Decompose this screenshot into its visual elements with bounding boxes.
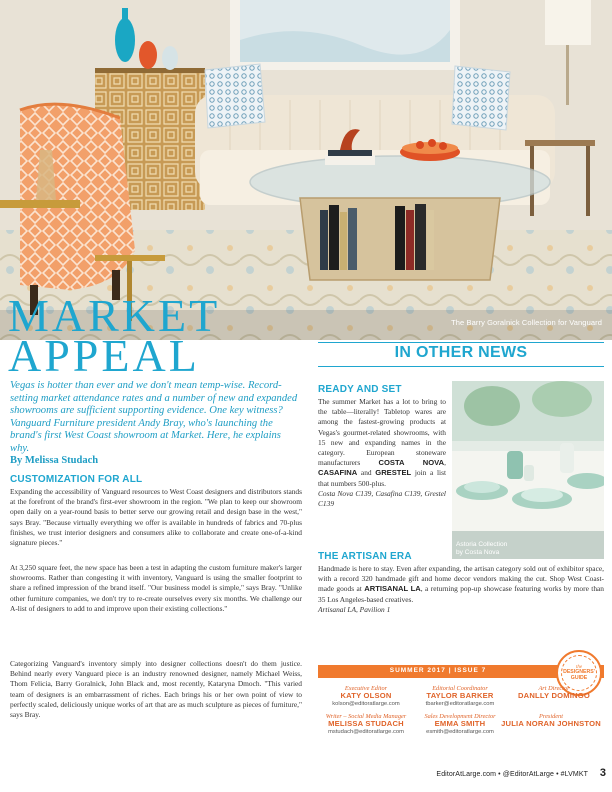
brand-artisanal-la: ARTISANAL LA — [364, 584, 421, 594]
artisan-text-after: , a returning pop-up showcase featuring works by more than 35 Los Angeles-based creatives. — [318, 584, 604, 604]
ready-booth-note: Costa Nova C139, Casafina C139, Grestel C139 — [318, 488, 446, 509]
section-heading-customization: CUSTOMIZATION FOR ALL — [10, 474, 143, 485]
staff-entry — [318, 685, 414, 707]
sidebar-heading-ready-and-set: READY AND SET — [318, 384, 402, 395]
sidebar-heading-rule — [318, 366, 604, 367]
footer-links[interactable]: EditorAtLarge.com • @EditorAtLarge • #LVMKT — [436, 771, 588, 778]
staff-name: JULIA NORAN JOHNSTON — [501, 719, 601, 729]
staff-role: Executive Editor — [344, 685, 388, 692]
staff-entry — [318, 713, 414, 735]
tableware-photo — [452, 381, 604, 559]
tableware-illustration — [452, 381, 604, 559]
ready-and: and — [360, 468, 372, 478]
ready-text-after: join a list that numbers 500-plus. — [318, 468, 447, 488]
badge-line-2: DESIGNERS' — [563, 668, 595, 675]
body-paragraph-2: At 3,250 square feet, the new space has been a test in adapting the custom furniture maker's larger showrooms. Rather than congesting it with inventory, Vanguard is using the smaller footprint to share a refined impression of the brand itself. "Our business model is simple," says Bray. "Unlike other furniture companies, we don't try to re-create ourselves every six months. We challenge our A-list of designers to add to and improve upon their existing collections." — [10, 563, 302, 613]
staff-entry — [496, 713, 606, 729]
tableware-caption-line-1: Astoria Collection — [456, 541, 508, 548]
staff-name: DANLLY DOMINGO — [518, 691, 590, 701]
sidebar-ready-text — [318, 397, 446, 509]
staff-entry — [506, 685, 602, 701]
body-paragraph-1: Expanding the accessibility of Vanguard resources to West Coast designers and distributors stands at the forefront of the brand's first-ever showroom in the region. "We plan to keep our showroom open daily on a year-round basis to better serve our growing retail and design base in the west," says Bray. "Because virtually everything we offer is available in hundreds of fabrics and 70-plus finishes, we trust interior designers and consumers alike to collaborate and create one-of-a-kind signature pieces." — [10, 487, 302, 548]
ready-separator: , — [444, 458, 446, 468]
staff-role: Editorial Coordinator — [432, 685, 488, 692]
artisan-text-before: Handmade is here to stay. Even after expanding, the artisan category sold out of exhibitor space, with a record 320 handmade gift and home decor vendors making the cut. Shop West Coast-made goods at — [318, 564, 604, 594]
artisan-booth-note: Artisanal LA, Pavilion 1 — [318, 604, 391, 614]
staff-role: Sales Development Director — [424, 713, 496, 720]
staff-name: TAYLOR BARKER — [426, 691, 494, 701]
headline-line-2: APPEAL — [8, 330, 200, 381]
staff-role: Writer – Social Media Manager — [325, 713, 407, 720]
staff-entry — [412, 713, 508, 735]
ready-text-before: The summer Market has a lot to bring to the table—literally! Tabletop wares are among the fastest-growing products at Vegas's gourmet-related showrooms, with 15 new and expanding names in the category. European stoneware manufacturers — [318, 397, 446, 468]
sidebar-artisan-text — [318, 564, 604, 615]
article-headline — [8, 290, 221, 381]
staff-email[interactable]: tbarker@editoratlarge.com — [425, 700, 495, 707]
sidebar-top-rule — [318, 342, 604, 343]
staff-name: KATY OLSON — [340, 691, 392, 701]
page-number: 3 — [599, 767, 606, 779]
masthead-issue-label: SUMMER 2017 | ISSUE 7 — [389, 667, 487, 674]
living-room-illustration — [0, 0, 612, 340]
article-intro: Vegas is hotter than ever and we don't mean temp-wise. Record-setting market attendance rates and a number of new and expanded showrooms are sufficient supporting evidence. One key witness? Vanguard Furniture president Andy Bray, who's launching the brand's first West Coast showroom at Market. Here, he explains why. — [10, 380, 298, 454]
brand-casafina: CASAFINA — [318, 468, 358, 478]
hero-photo-caption: The Barry Goralnick Collection for Vanguard — [451, 318, 602, 327]
hero-photo — [0, 0, 612, 340]
staff-email[interactable]: mstudach@editoratlarge.com — [328, 728, 404, 735]
staff-role: Art Director — [538, 685, 570, 692]
headline-line-1: MARKET — [8, 290, 221, 341]
staff-entry — [412, 685, 508, 707]
tableware-caption-line-2: by Costa Nova — [456, 548, 500, 556]
staff-email[interactable]: kolson@editoratlarge.com — [332, 700, 400, 707]
staff-role: President — [539, 713, 563, 720]
staff-email[interactable]: esmith@editoratlarge.com — [426, 728, 494, 735]
sidebar-heading: IN OTHER NEWS — [394, 344, 528, 361]
body-paragraph-3: Categorizing Vanguard's inventory simply into designer collections doesn't do them justice. Behind nearly every Vanguard piece is an industry renowned designer, namely Michael Weiss, Thom Felicia, Barry Goralnick, John Black and, most recently, Kataryna Dmoch. "This varied team of designers is an embarrassment of riches. Each brings his or her own point of view to perfectly scaled, deliciously unique works of art that are as much sculpture as pieces of furniture," says Bray. — [10, 659, 302, 720]
sidebar-heading-artisan-era: THE ARTISAN ERA — [318, 551, 412, 562]
staff-name: EMMA SMITH — [434, 719, 486, 729]
tableware-photo-caption — [456, 541, 507, 556]
brand-grestel: GRESTEL — [375, 468, 412, 478]
byline: By Melissa Studach — [10, 455, 99, 466]
staff-name: MELISSA STUDACH — [328, 719, 404, 729]
badge-line-3: GUIDE — [570, 674, 588, 681]
brand-costa-nova: COSTA NOVA — [378, 458, 445, 468]
badge-line-1: the — [575, 664, 583, 670]
